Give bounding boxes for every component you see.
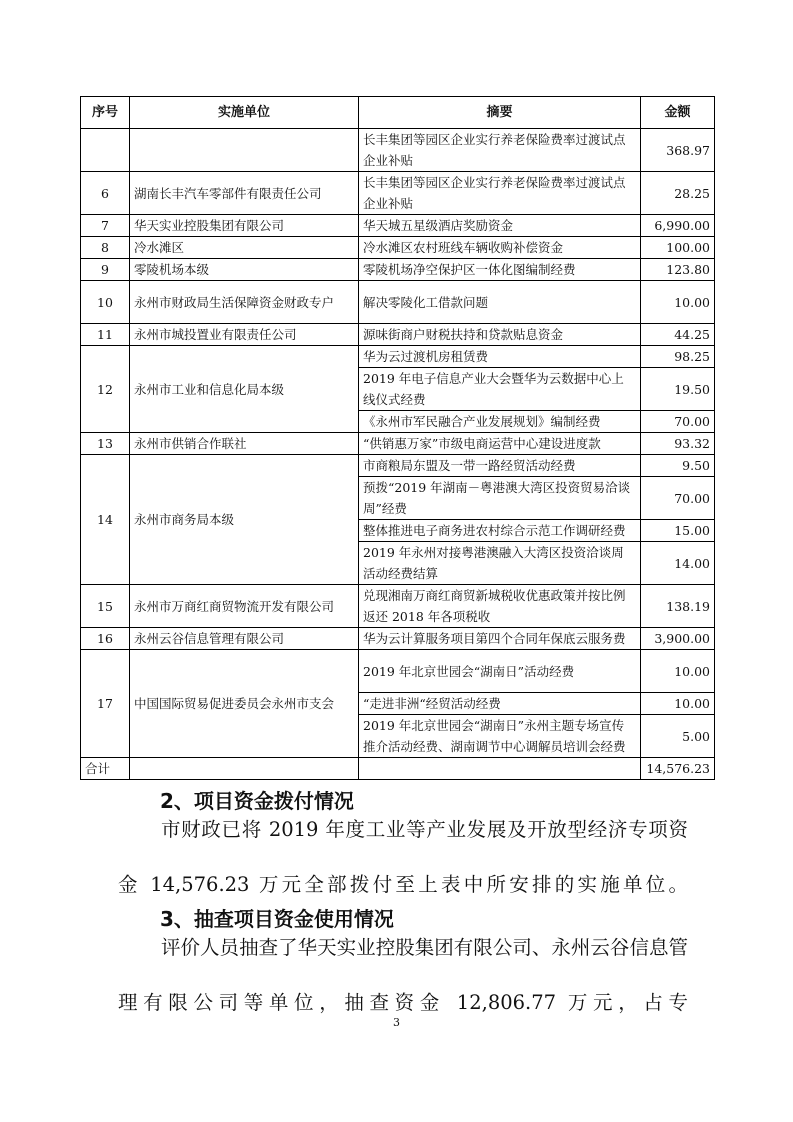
table-row xyxy=(81,215,715,237)
implementing-unit: 中国国际贸易促进委员会永州市支会 xyxy=(130,650,359,758)
amount-cell: 19.50 xyxy=(641,368,715,411)
table-row xyxy=(81,650,715,693)
implementing-unit: 永州市供销合作联社 xyxy=(130,433,359,455)
amount-cell: 70.00 xyxy=(641,411,715,433)
table-row xyxy=(81,237,715,259)
amount-cell: 123.80 xyxy=(641,259,715,281)
amount-cell: 44.25 xyxy=(641,324,715,346)
row-number: 13 xyxy=(81,433,130,455)
section-2-title: 2、项目资金拨付情况 xyxy=(160,789,354,813)
table-row xyxy=(81,455,715,477)
implementing-unit: 永州云谷信息管理有限公司 xyxy=(130,628,359,650)
header-amount: 金额 xyxy=(641,97,715,129)
table-row xyxy=(81,129,715,172)
row-number: 8 xyxy=(81,237,130,259)
table-row xyxy=(81,585,715,628)
summary-cell: 预拨“2019 年湖南－粤港澳大湾区投资贸易洽谈周”经费 xyxy=(359,477,641,520)
summary-cell: “供销惠万家”市级电商运营中心建设进度款 xyxy=(359,433,641,455)
row-number: 10 xyxy=(81,281,130,324)
section-3-title: 3、抽查项目资金使用情况 xyxy=(160,907,394,931)
implementing-unit: 永州市万商红商贸物流开发有限公司 xyxy=(130,585,359,628)
summary-cell: 2019 年北京世园会“湖南日”活动经费 xyxy=(359,650,641,693)
row-number: 7 xyxy=(81,215,130,237)
page-number: 3 xyxy=(393,1016,400,1029)
amount-cell: 98.25 xyxy=(641,346,715,368)
header-summary: 摘要 xyxy=(359,97,641,129)
amount-cell: 5.00 xyxy=(641,715,715,758)
total-empty-cell xyxy=(359,758,641,780)
table-row xyxy=(81,281,715,324)
summary-cell: 2019 年电子信息产业大会暨华为云数据中心上线仪式经费 xyxy=(359,368,641,411)
table-row xyxy=(81,346,715,368)
header-no: 序号 xyxy=(81,97,130,129)
section-2-paragraph: 市财政已将 2019 年度工业等产业发展及开放型经济专项资金 14,576.23 万元全部拨付至上表中所安排的实施单位。 xyxy=(118,818,688,896)
summary-cell: 长丰集团等园区企业实行养老保险费率过渡试点企业补贴 xyxy=(359,129,641,172)
amount-cell: 138.19 xyxy=(641,585,715,628)
amount-cell: 10.00 xyxy=(641,650,715,693)
summary-cell: 2019 年北京世园会“湖南日”永州主题专场宣传推介活动经费、湖南调节中心调解员培训会经费 xyxy=(359,715,641,758)
table-header-row xyxy=(81,97,715,129)
row-number xyxy=(81,129,130,172)
amount-cell: 14.00 xyxy=(641,542,715,585)
summary-cell: 《永州市军民融合产业发展规划》编制经费 xyxy=(359,411,641,433)
summary-cell: 市商粮局东盟及一带一路经贸活动经费 xyxy=(359,455,641,477)
summary-cell: 整体推进电子商务进农村综合示范工作调研经费 xyxy=(359,520,641,542)
table-row xyxy=(81,172,715,215)
amount-cell: 10.00 xyxy=(641,693,715,715)
summary-cell: 华为云过渡机房租赁费 xyxy=(359,346,641,368)
summary-cell: 冷水滩区农村班线车辆收购补偿资金 xyxy=(359,237,641,259)
summary-cell: 兑现湘南万商红商贸新城税收优惠政策并按比例返还 2018 年各项税收 xyxy=(359,585,641,628)
implementing-unit: 永州市城投置业有限责任公司 xyxy=(130,324,359,346)
table-body xyxy=(81,129,715,780)
amount-cell: 6,990.00 xyxy=(641,215,715,237)
summary-cell: 解决零陵化工借款问题 xyxy=(359,281,641,324)
summary-cell: 零陵机场净空保护区一体化图编制经费 xyxy=(359,259,641,281)
section-3-paragraph: 评价人员抽查了华天实业控股集团有限公司、永州云谷信息管理有限公司等单位，抽查资金 12,806.77 万元，占专 xyxy=(118,936,688,1014)
amount-cell: 28.25 xyxy=(641,172,715,215)
row-number: 6 xyxy=(81,172,130,215)
total-label: 合计 xyxy=(81,758,130,780)
total-amount: 14,576.23 xyxy=(641,758,715,780)
amount-cell: 3,900.00 xyxy=(641,628,715,650)
row-number: 12 xyxy=(81,346,130,433)
header-unit: 实施单位 xyxy=(130,97,359,129)
row-number: 9 xyxy=(81,259,130,281)
summary-cell: 2019 年永州对接粤港澳融入大湾区投资洽谈周活动经费结算 xyxy=(359,542,641,585)
table-row xyxy=(81,628,715,650)
total-row xyxy=(81,758,715,780)
row-number: 16 xyxy=(81,628,130,650)
amount-cell: 368.97 xyxy=(641,129,715,172)
amount-cell: 10.00 xyxy=(641,281,715,324)
implementing-unit: 永州市商务局本级 xyxy=(130,455,359,585)
implementing-unit xyxy=(130,129,359,172)
implementing-unit: 零陵机场本级 xyxy=(130,259,359,281)
implementing-unit: 永州市工业和信息化局本级 xyxy=(130,346,359,433)
row-number: 11 xyxy=(81,324,130,346)
summary-cell: 华天城五星级酒店奖励资金 xyxy=(359,215,641,237)
summary-cell: 长丰集团等园区企业实行养老保险费率过渡试点企业补贴 xyxy=(359,172,641,215)
implementing-unit: 湖南长丰汽车零部件有限责任公司 xyxy=(130,172,359,215)
amount-cell: 15.00 xyxy=(641,520,715,542)
implementing-unit: 永州市财政局生活保障资金财政专户 xyxy=(130,281,359,324)
summary-cell: “走进非洲“经贸活动经费 xyxy=(359,693,641,715)
row-number: 17 xyxy=(81,650,130,758)
summary-cell: 华为云计算服务项目第四个合同年保底云服务费 xyxy=(359,628,641,650)
table-row xyxy=(81,324,715,346)
amount-cell: 9.50 xyxy=(641,455,715,477)
row-number: 14 xyxy=(81,455,130,585)
amount-cell: 93.32 xyxy=(641,433,715,455)
table-row xyxy=(81,433,715,455)
summary-cell: 源味街商户财税扶持和贷款贴息资金 xyxy=(359,324,641,346)
implementing-unit: 华天实业控股集团有限公司 xyxy=(130,215,359,237)
implementing-unit: 冷水滩区 xyxy=(130,237,359,259)
fund-allocation-table xyxy=(80,96,715,780)
total-empty-cell xyxy=(130,758,359,780)
amount-cell: 100.00 xyxy=(641,237,715,259)
table-row xyxy=(81,259,715,281)
row-number: 15 xyxy=(81,585,130,628)
amount-cell: 70.00 xyxy=(641,477,715,520)
